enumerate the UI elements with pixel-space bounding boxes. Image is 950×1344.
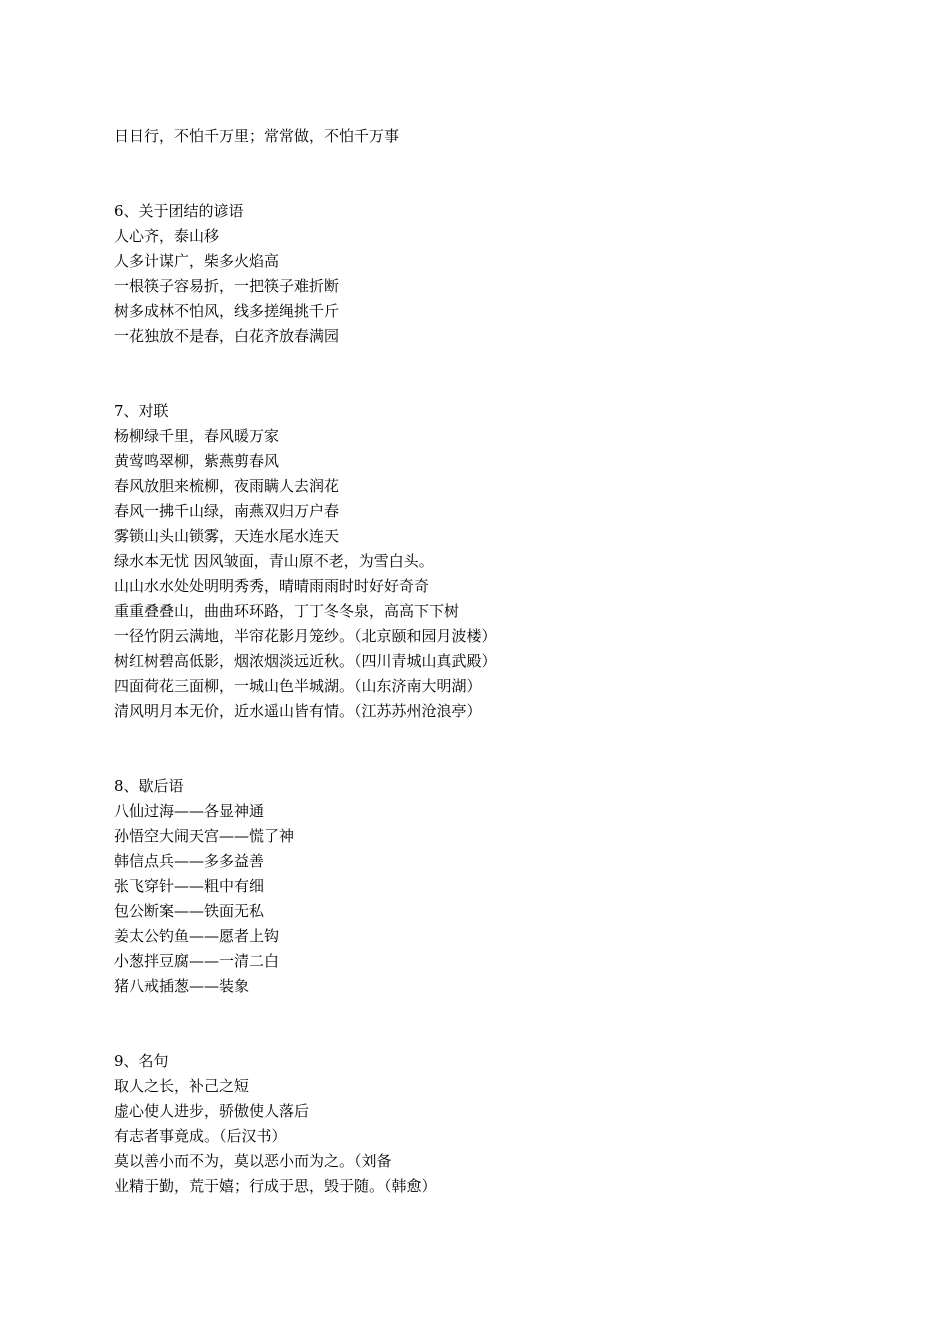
section-line: 取人之长，补己之短 <box>114 1077 250 1095</box>
section-line: 四面荷花三面柳，一城山色半城湖。（山东济南大明湖） <box>114 677 482 695</box>
section-line: 树红树碧高低影，烟浓烟淡远近秋。（四川青城山真武殿） <box>114 652 497 670</box>
section-heading: 7、对联 <box>114 402 169 420</box>
section-line: 春风一拂千山绿，南燕双归万户春 <box>114 502 340 520</box>
section-line: 小葱拌豆腐——一清二白 <box>114 952 280 970</box>
section-line: 八仙过海——各显神通 <box>114 802 265 820</box>
section-line: 绿水本无忧 因风皱面，青山原不老，为雪白头。 <box>114 552 434 570</box>
section-line: 一径竹阴云满地，半帘花影月笼纱。（北京颐和园月波楼） <box>114 627 497 645</box>
section-line: 业精于勤，荒于嬉；行成于思，毁于随。（韩愈） <box>114 1177 437 1195</box>
document-page <box>114 124 874 1199</box>
section-heading: 9、名句 <box>114 1052 169 1070</box>
section-unity-proverbs <box>114 199 874 349</box>
section-heading: 8、歇后语 <box>114 777 184 795</box>
section-line: 杨柳绿千里，春风暖万家 <box>114 427 280 445</box>
section-line: 清风明月本无价，近水遥山皆有情。（江苏苏州沧浪亭） <box>114 702 482 720</box>
section-line: 春风放胆来梳柳，夜雨瞒人去润花 <box>114 477 340 495</box>
section-line: 重重叠叠山，曲曲环环路，丁丁冬冬泉，高高下下树 <box>114 602 460 620</box>
section-line: 姜太公钓鱼——愿者上钩 <box>114 927 280 945</box>
section-line: 猪八戒插葱——装象 <box>114 977 250 995</box>
section-line: 雾锁山头山锁雾，天连水尾水连天 <box>114 527 340 545</box>
section-line: 黄莺鸣翠柳，紫燕剪春风 <box>114 452 280 470</box>
section-line: 虚心使人进步，骄傲使人落后 <box>114 1102 310 1120</box>
section-line: 张飞穿针——粗中有细 <box>114 877 265 895</box>
section-line: 树多成林不怕风，线多搓绳挑千斤 <box>114 302 340 320</box>
section-line: 莫以善小而不为，莫以恶小而为之。（刘备 <box>114 1152 392 1170</box>
section-line: 韩信点兵——多多益善 <box>114 852 265 870</box>
section-gap <box>114 149 874 199</box>
section-xiehouyu <box>114 774 874 999</box>
section-line: 一花独放不是春，白花齐放春满园 <box>114 327 340 345</box>
section-gap <box>114 999 874 1049</box>
section-line: 包公断案——铁面无私 <box>114 902 265 920</box>
section-line: 孙悟空大闹天宫——慌了神 <box>114 827 295 845</box>
section-gap <box>114 724 874 774</box>
section-line: 有志者事竟成。（后汉书） <box>114 1127 287 1145</box>
section-heading: 6、关于团结的谚语 <box>114 202 244 220</box>
section-line: 一根筷子容易折，一把筷子难折断 <box>114 277 340 295</box>
section-famous-quotes <box>114 1049 874 1199</box>
section-gap <box>114 349 874 399</box>
section-line: 山山水水处处明明秀秀，晴晴雨雨时时好好奇奇 <box>114 577 430 595</box>
section-line: 人多计谋广，柴多火焰高 <box>114 252 280 270</box>
section-line: 人心齐，泰山移 <box>114 227 220 245</box>
section-couplets <box>114 399 874 724</box>
intro-line: 日日行，不怕千万里；常常做，不怕千万事 <box>114 127 400 145</box>
